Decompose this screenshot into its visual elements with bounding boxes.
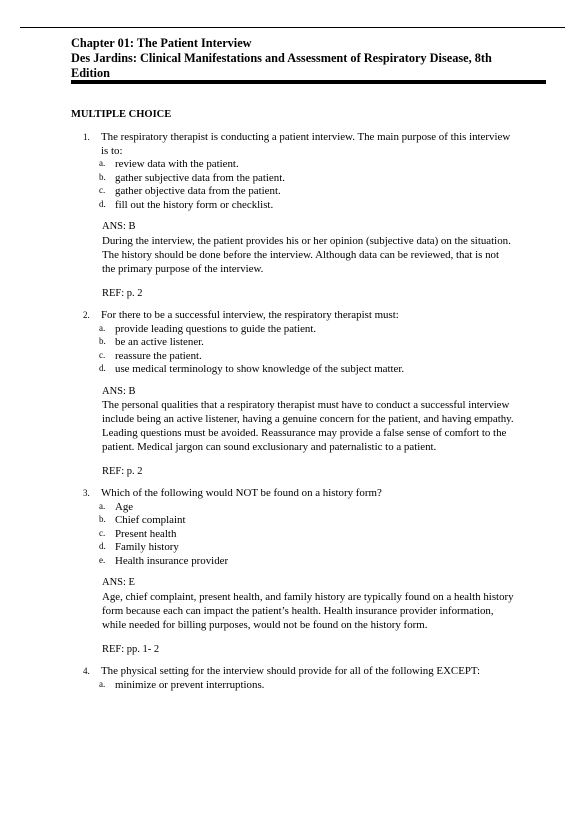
stem-text-continued: is to: bbox=[101, 144, 123, 157]
option-e bbox=[71, 555, 546, 569]
question-stem bbox=[71, 131, 546, 158]
question-3 bbox=[71, 487, 546, 655]
option-a bbox=[71, 501, 546, 515]
question-2 bbox=[71, 309, 546, 477]
option-letter: d. bbox=[99, 198, 106, 209]
option-text: review data with the patient. bbox=[115, 158, 239, 170]
rationale bbox=[71, 234, 546, 276]
stem-text: For there to be a successful interview, the respiratory therapist must: bbox=[101, 309, 399, 321]
option-b bbox=[71, 514, 546, 528]
option-letter: d. bbox=[99, 541, 106, 551]
option-b bbox=[71, 336, 546, 350]
rationale-line: Leading questions must be avoided. Reassurance may provide a false sense of comfort to the bbox=[102, 427, 507, 439]
option-text: gather objective data from the patient. bbox=[115, 185, 281, 197]
book-edition: Edition bbox=[71, 66, 110, 80]
rationale bbox=[71, 590, 546, 632]
question-number: 2. bbox=[83, 310, 90, 320]
rationale bbox=[71, 398, 546, 454]
rationale-line: while needed for billing purposes, would not be found on the history form. bbox=[102, 618, 428, 631]
book-title: Des Jardins: Clinical Manifestations and Assessment of Respiratory Disease, 8th bbox=[71, 51, 492, 65]
option-text: provide leading questions to guide the patient. bbox=[115, 322, 317, 335]
rationale-line: During the interview, the patient provides his or her opinion (subjective data) on the situation. bbox=[102, 234, 511, 247]
top-rule bbox=[20, 27, 565, 28]
question-stem bbox=[71, 665, 546, 679]
option-text: Family history bbox=[115, 541, 179, 553]
header-divider bbox=[71, 80, 546, 84]
option-a bbox=[71, 679, 546, 693]
rationale-line: The personal qualities that a respiratory therapist must have to conduct a successful interview bbox=[102, 399, 510, 411]
option-text: gather subjective data from the patient. bbox=[115, 171, 285, 184]
option-text: Chief complaint bbox=[115, 514, 186, 526]
answer-key: ANS: B bbox=[102, 385, 136, 397]
option-letter: a. bbox=[99, 678, 106, 689]
option-c bbox=[71, 350, 546, 364]
option-letter: a. bbox=[99, 500, 106, 511]
answer-block bbox=[71, 385, 546, 399]
option-text: use medical terminology to show knowledge of the subject matter. bbox=[115, 363, 405, 375]
reference: REF: pp. 1- 2 bbox=[102, 643, 160, 655]
reference: REF: p. 2 bbox=[102, 287, 143, 299]
option-letter: a. bbox=[99, 158, 106, 168]
option-text: minimize or prevent interruptions. bbox=[115, 678, 265, 691]
question-stem bbox=[71, 309, 546, 323]
option-d bbox=[71, 199, 546, 213]
chapter-title: Chapter 01: The Patient Interview bbox=[71, 36, 252, 50]
question-number: 1. bbox=[83, 132, 90, 142]
rationale-line: Age, chief complaint, present health, and family history are typically found on a health history bbox=[102, 590, 514, 603]
option-c bbox=[71, 528, 546, 542]
option-letter: d. bbox=[99, 363, 106, 373]
option-a bbox=[71, 158, 546, 172]
option-letter: b. bbox=[99, 336, 106, 346]
rationale-line: patient. Medical jargon can sound exclusionary and paternalistic to a patient. bbox=[102, 441, 437, 453]
option-letter: e. bbox=[99, 554, 106, 565]
stem-text: The physical setting for the interview should provide for all of the following EXCEPT: bbox=[101, 665, 481, 677]
rationale-line: The history should be done before the interview. Although data can be reviewed, that is not bbox=[102, 248, 499, 261]
option-text: reassure the patient. bbox=[115, 349, 202, 362]
question-number: 3. bbox=[83, 488, 90, 498]
stem-text: The respiratory therapist is conducting a patient interview. The main purpose of this interview bbox=[101, 131, 511, 143]
option-text: be an active listener. bbox=[115, 336, 204, 348]
stem-text: Which of the following would NOT be found on a history form? bbox=[101, 487, 382, 499]
option-d bbox=[71, 541, 546, 555]
document-header bbox=[71, 36, 546, 81]
rationale-line: the primary purpose of the interview. bbox=[102, 262, 264, 275]
option-c bbox=[71, 185, 546, 199]
answer-key: ANS: B bbox=[102, 221, 136, 232]
option-letter: b. bbox=[99, 171, 106, 182]
option-text: Present health bbox=[115, 527, 177, 540]
question-1 bbox=[71, 131, 546, 299]
option-a bbox=[71, 323, 546, 337]
option-letter: c. bbox=[99, 185, 106, 195]
option-b bbox=[71, 172, 546, 186]
option-text: Age bbox=[115, 500, 134, 513]
question-number: 4. bbox=[83, 666, 90, 676]
answer-key: ANS: E bbox=[102, 577, 135, 588]
answer-block bbox=[71, 576, 546, 590]
answer-block bbox=[71, 220, 546, 234]
section-title: MULTIPLE CHOICE bbox=[71, 109, 172, 120]
reference: REF: p. 2 bbox=[102, 466, 143, 477]
question-stem bbox=[71, 487, 546, 501]
option-letter: c. bbox=[99, 349, 106, 360]
option-text: Health insurance provider bbox=[115, 554, 229, 567]
option-text: fill out the history form or checklist. bbox=[115, 198, 274, 211]
option-d bbox=[71, 363, 546, 377]
rationale-line: form because each can impact the patient’s health. Health insurance provider information, bbox=[102, 604, 494, 617]
option-letter: a. bbox=[99, 322, 106, 333]
option-letter: b. bbox=[99, 514, 106, 524]
rationale-line: include being an active listener, having a genuine concern for the patient, and having empathy. bbox=[102, 413, 514, 425]
option-letter: c. bbox=[99, 527, 106, 538]
question-4 bbox=[71, 665, 546, 692]
